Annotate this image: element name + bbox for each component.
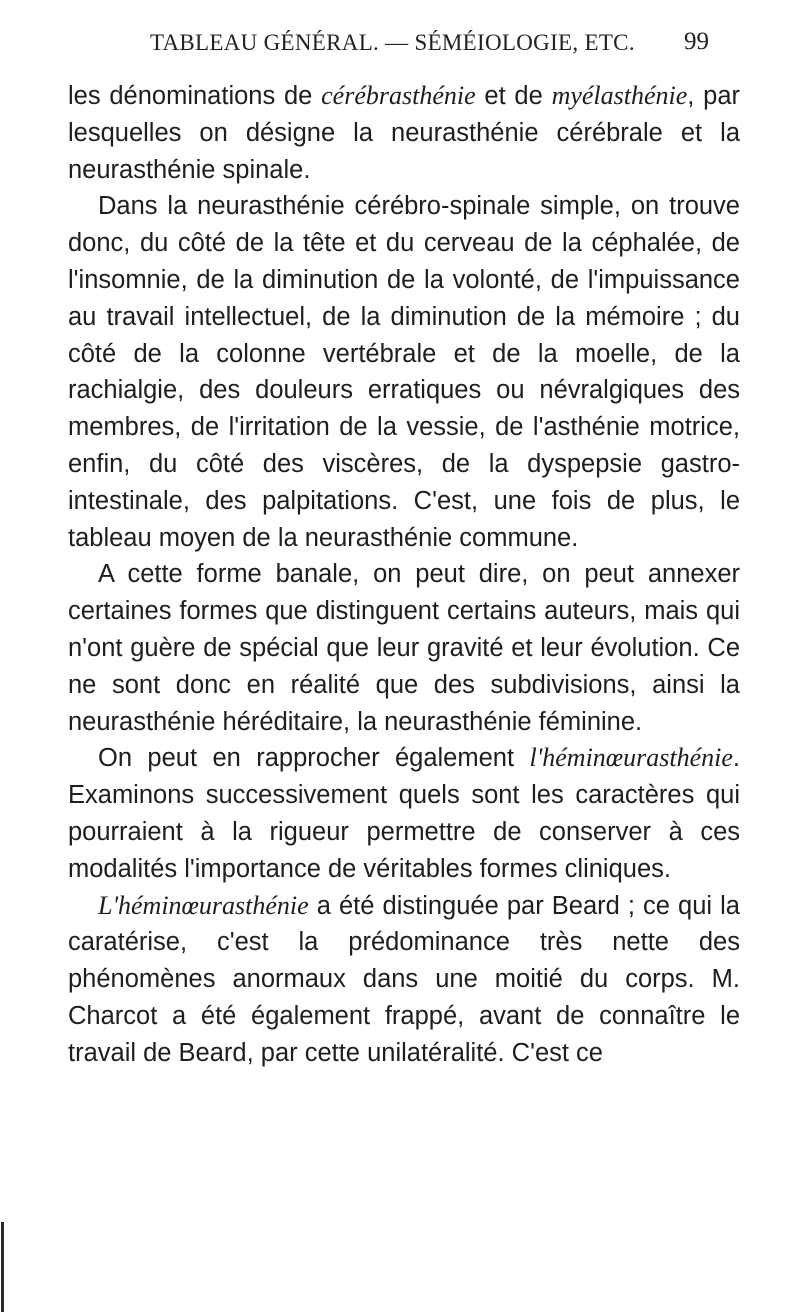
paragraph-1-text-a: les dénominations de (68, 82, 322, 110)
paragraph-1-text-c: , par lesquelles on désigne la neurasthénie cérébrale et la neurasthénie spinale. (68, 82, 741, 184)
paragraph-1 (68, 78, 740, 188)
paragraph-3: A cette forme banale, on peut dire, on peut annexer certaines formes que distinguent certains auteurs, mais qui n'ont guère de spécial que leur gravité et leur évolution. Ce ne sont donc en réalité que des subdivisions, ainsi la neurasthénie héréditaire, la neurasthénie féminine. (68, 560, 740, 736)
body-text (68, 78, 740, 1072)
paragraph-4-text-a: On peut en rapprocher également (98, 744, 530, 773)
paragraph-5 (68, 888, 740, 1072)
page-edge-mark (1, 1222, 4, 1312)
term-cerebrasthenie: cérébrasthénie (321, 81, 476, 110)
term-myelasthenie: myélasthénie (551, 81, 688, 110)
running-title: TABLEAU GÉNÉRAL. — SÉMÉIOLOGIE, ETC. (150, 30, 635, 55)
paragraph-4-text-b: . Examinons successivement quels sont les caractères qui pourraient à la rigueur permettre de conserver à ces modalités l'importance de véritables formes cliniques. (68, 744, 740, 883)
paragraph-5-text: a été distinguée par Beard ; ce qui la caratérise, c'est la prédominance très nette des phénomènes anormaux dans une moitié du corps. M. Charcot a été également frappé, avant de connaître le travail de Beard, par cette unilatéralité. C'est ce (68, 891, 740, 1067)
paragraph-2: Dans la neurasthénie cérébro-spinale simple, on trouve donc, du côté de la tête et du cerveau de la céphalée, de l'insomnie, de la diminution de la volonté, de l'impuissance au travail intellectuel, de la diminution de la mémoire ; du côté de la colonne vertébrale et de la moelle, de la rachialgie, des douleurs erratiques ou névralgiques des membres, de l'irritation de la vessie, de l'asthénie motrice, enfin, du côté des viscères, de la dyspepsie gastro-intestinale, des palpitations. C'est, une fois de plus, le tableau moyen de la neurasthénie commune. (68, 192, 740, 552)
term-heminaeurasthenie-2: L'héminœurasthénie (98, 890, 309, 920)
term-heminaeurasthenie: l'héminœurasthénie (529, 743, 733, 773)
paragraph-4 (68, 740, 740, 887)
page-number: 99 (684, 28, 709, 55)
paragraph-1-text-b: et de (475, 82, 552, 110)
